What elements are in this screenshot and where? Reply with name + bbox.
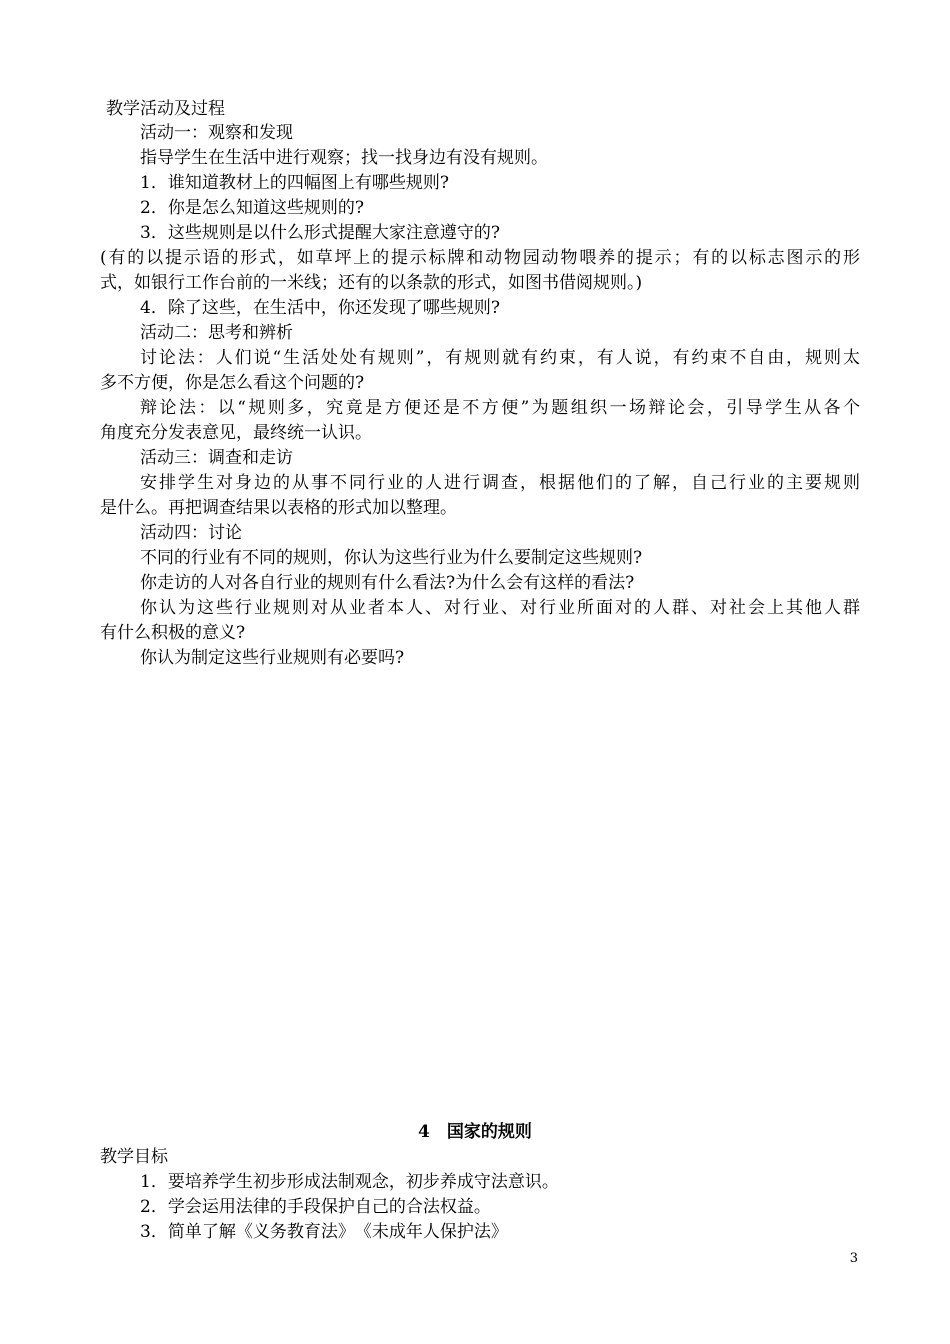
survey-line-1: 安排学生对身边的从事不同行业的人进行调查，根据他们的了解，自己行业的主要规则 — [140, 473, 860, 493]
discussion-question-1: 不同的行业有不同的规则，你认为这些行业为什么要制定这些规则? — [140, 548, 643, 568]
goal-3: 3．简单了解《义务教育法》 《未成年人保护法》 — [140, 1222, 508, 1242]
goal-1: 1．要培养学生初步形成法制观念，初步养成守法意识。 — [140, 1172, 559, 1192]
teaching-goals-heading: 教学目标 — [100, 1147, 168, 1167]
question-2: 2．你是怎么知道这些规则的? — [140, 198, 364, 218]
activity-one-heading: 活动一：观察和发现 — [140, 123, 293, 143]
discussion-question-4: 你认为制定这些行业规则有必要吗? — [140, 648, 405, 668]
goal-2: 2．学会运用法律的手段保护自己的合法权益。 — [140, 1197, 491, 1217]
section-title-national-rules: 4 国家的规则 — [418, 1122, 532, 1142]
survey-line-2: 是什么。再把调查结果以表格的形式加以整理。 — [100, 498, 457, 518]
discussion-question-3-line-1: 你认为这些行业规则对从业者本人、对行业、对行业所面对的人群、对社会上其他人群 — [140, 598, 860, 618]
debate-method-line-2: 角度充分发表意见，最终统一认识。 — [100, 423, 372, 443]
discussion-question-2: 你走访的人对各自行业的规则有什么看法?为什么会有这样的看法? — [140, 573, 635, 593]
question-1: 1．谁知道教材上的四幅图上有哪些规则? — [140, 173, 449, 193]
activity-three-heading: 活动三：调查和走访 — [140, 448, 293, 468]
discussion-method-line-1: 讨论法：人们说“生活处处有规则”，有规则就有约束，有人说，有约束不自由，规则太 — [140, 348, 860, 368]
question-3: 3．这些规则是以什么形式提醒大家注意遵守的? — [140, 223, 500, 243]
debate-method-line-1: 辩论法：以“规则多，究竟是方便还是不方便”为题组织一场辩论会，引导学生从各个 — [140, 398, 860, 418]
discussion-question-3-line-2: 有什么积极的意义? — [100, 623, 246, 643]
question-4: 4．除了这些，在生活中，你还发现了哪些规则? — [140, 298, 500, 318]
note-line-1: (有的以提示语的形式，如草坪上的提示标牌和动物园动物喂养的提示；有的以标志图示的形 — [100, 248, 860, 268]
activity-four-heading: 活动四：讨论 — [140, 523, 242, 543]
activity-one-intro: 指导学生在生活中进行观察；找一找身边有没有规则。 — [140, 148, 548, 168]
section-title-teaching-activities: 教学活动及过程 — [106, 99, 225, 119]
discussion-method-line-2: 多不方便，你是怎么看这个问题的? — [100, 373, 365, 393]
page-number: 3 — [849, 1251, 858, 1266]
note-line-2: 式，如银行工作台前的一米线；还有的以条款的形式，如图书借阅规则。) — [100, 273, 643, 293]
activity-two-heading: 活动二：思考和辨析 — [140, 323, 293, 343]
